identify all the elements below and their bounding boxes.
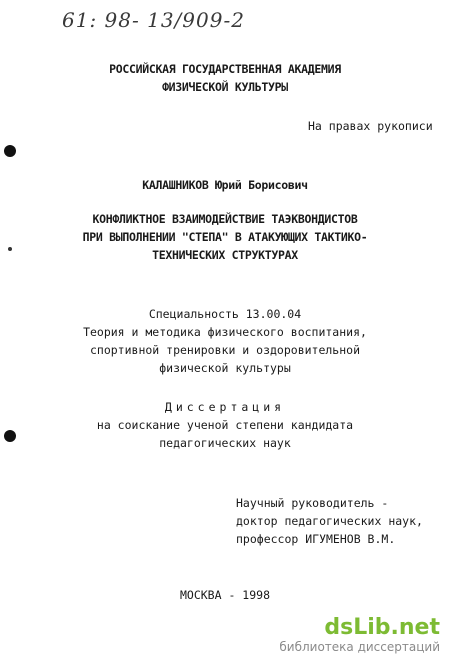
supervisor-line-2: доктор педагогических наук, xyxy=(236,514,423,528)
title-line-3: ТЕХНИЧЕСКИХ СТРУКТУРАХ xyxy=(152,248,298,262)
title-line-1: КОНФЛИКТНОЕ ВЗАИМОДЕЙСТВИЕ ТАЭКВОНДИСТОВ xyxy=(92,212,358,226)
supervisor-line-1: Научный руководитель - xyxy=(236,496,389,510)
specialty-line-1: Теория и методика физического воспитания, xyxy=(83,325,367,339)
specialty-code: Специальность 13.00.04 xyxy=(148,307,302,321)
specialty-line-2: спортивной тренировки и оздоровительной xyxy=(89,343,361,357)
watermark-tagline: библиотека диссертаций xyxy=(279,640,440,654)
dissertation-heading: Диссертация xyxy=(164,400,286,414)
punch-hole xyxy=(4,145,16,157)
title-line-2: ПРИ ВЫПОЛНЕНИИ "СТЕПА" В АТАКУЮЩИХ ТАКТИКО- xyxy=(82,230,368,244)
specialty-line-3: физической культуры xyxy=(159,361,291,375)
degree-line-2: педагогических наук xyxy=(159,436,291,450)
watermark xyxy=(279,615,440,654)
institution-line-2: ФИЗИЧЕСКОЙ КУЛЬТУРЫ xyxy=(162,80,288,94)
author-name: КАЛАШНИКОВ Юрий Борисович xyxy=(142,178,308,192)
degree-line-1: на соискание ученой степени кандидата xyxy=(96,418,354,432)
institution-line-1: РОССИЙСКАЯ ГОСУДАРСТВЕННАЯ АКАДЕМИЯ xyxy=(109,62,341,76)
supervisor-line-3: профессор ИГУМЕНОВ В.М. xyxy=(236,532,396,546)
city-year: МОСКВА - 1998 xyxy=(179,588,270,602)
archive-code: 61: 98- 13/909-2 xyxy=(62,8,245,32)
rights-note: На правах рукописи xyxy=(308,119,433,133)
watermark-logo: dsLib.net xyxy=(324,615,440,640)
